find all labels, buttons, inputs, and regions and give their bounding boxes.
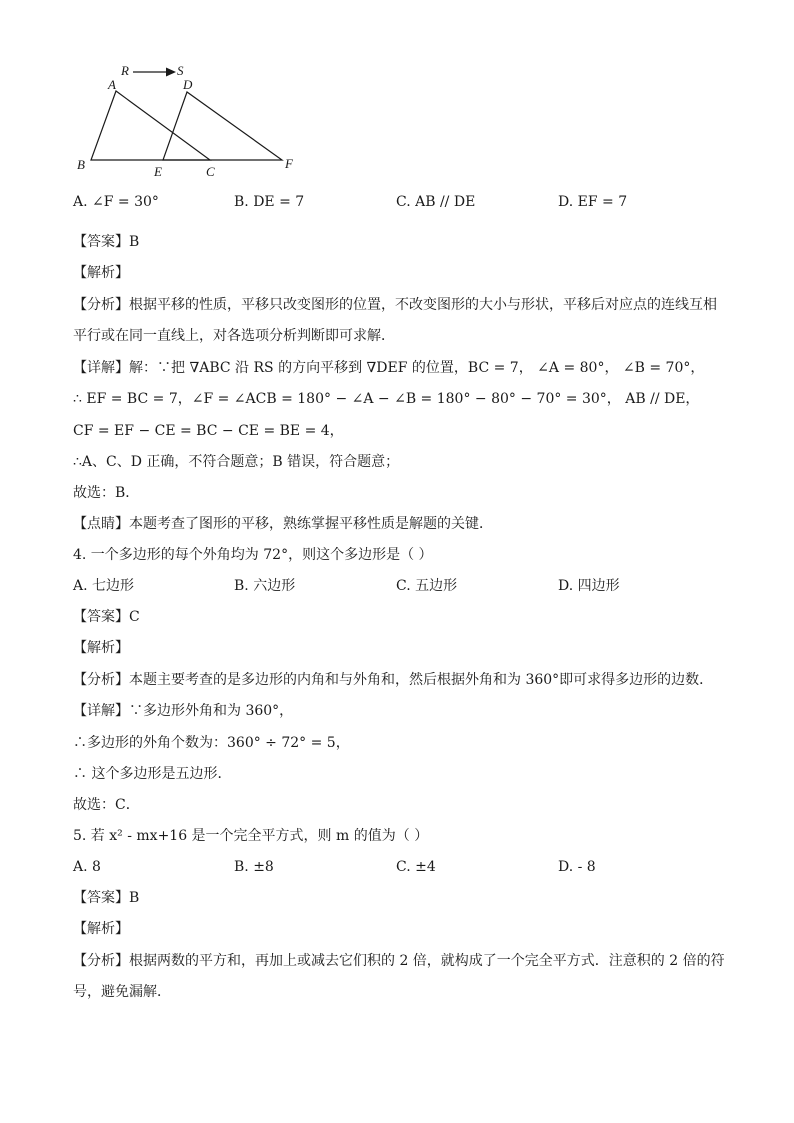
label-b: B bbox=[77, 157, 85, 172]
q4-option-d: D. 四边形 bbox=[558, 578, 620, 594]
triangle-abc bbox=[91, 91, 210, 160]
label-d: D bbox=[183, 77, 193, 92]
q4-analysis: 【分析】本题主要考查的是多边形的内角和与外角和，然后根据外角和为 360°即可求得多边形的边数． bbox=[73, 672, 714, 688]
q5-option-a: A. 8 bbox=[73, 859, 101, 875]
q5-option-c: C. ±4 bbox=[396, 859, 436, 875]
q3-detail-line-4: ∴A、C、D 正确，不符合题意；B 错误，符合题意； bbox=[73, 454, 400, 470]
q4-option-b: B. 六边形 bbox=[234, 578, 296, 594]
q3-option-c: C. AB // DE bbox=[396, 194, 476, 210]
q4-option-a: A. 七边形 bbox=[73, 578, 135, 594]
q5-option-b: B. ±8 bbox=[234, 859, 274, 875]
q3-answer: 【答案】B bbox=[73, 234, 140, 250]
label-f: F bbox=[285, 156, 293, 171]
label-r: R bbox=[121, 63, 129, 78]
triangle-def bbox=[163, 92, 282, 160]
label-a: A bbox=[108, 77, 116, 92]
q5-jiexi-heading: 【解析】 bbox=[73, 921, 129, 937]
q4-detail-line-1: 【详解】∵多边形外角和为 360°， bbox=[73, 703, 294, 719]
label-e: E bbox=[154, 164, 162, 179]
q3-dianjing: 【点睛】本题考查了图形的平移，熟练掌握平移性质是解题的关键． bbox=[73, 516, 493, 532]
q3-jiexi-heading: 【解析】 bbox=[73, 265, 129, 281]
q4-option-c: C. 五边形 bbox=[396, 578, 458, 594]
label-c: C bbox=[206, 164, 215, 179]
q3-option-d: D. EF = 7 bbox=[558, 194, 628, 210]
label-s: S bbox=[177, 63, 184, 78]
q5-analysis-line-2: 号，避免漏解． bbox=[73, 984, 171, 1000]
q3-analysis-line-1: 【分析】根据平移的性质，平移只改变图形的位置，不改变图形的大小与形状，平移后对应点的连线互相 bbox=[73, 297, 717, 313]
q3-detail-line-3: CF = EF − CE = BC − CE = BE = 4， bbox=[73, 423, 344, 439]
translation-figure bbox=[0, 0, 794, 200]
q4-select: 故选：C． bbox=[73, 797, 140, 813]
q5-option-d: D. - 8 bbox=[558, 859, 596, 875]
q4-detail-line-3: ∴ 这个多边形是五边形． bbox=[73, 766, 232, 782]
q3-analysis-line-2: 平行或在同一直线上，对各选项分析判断即可求解． bbox=[73, 328, 395, 344]
q5-stem: 5. 若 x² - mx+16 是一个完全平方式，则 m 的值为（ ） bbox=[73, 828, 429, 844]
q4-detail-line-2: ∴多边形的外角个数为：360° ÷ 72° = 5， bbox=[73, 735, 350, 751]
q3-detail-line-2: ∴ EF = BC = 7，∠F = ∠ACB = 180° − ∠A − ∠B = 180° − 80° − 70° = 30°， AB // DE， bbox=[73, 391, 700, 407]
q4-jiexi-heading: 【解析】 bbox=[73, 640, 129, 656]
rs-arrow-head bbox=[166, 68, 176, 77]
q3-option-a: A. ∠F = 30° bbox=[73, 194, 159, 210]
q3-detail-line-1: 【详解】解：∵把 ∇ABC 沿 RS 的方向平移到 ∇DEF 的位置，BC = 7， ∠A = 80°， ∠B = 70°， bbox=[73, 360, 705, 376]
q5-answer: 【答案】B bbox=[73, 890, 140, 906]
q3-option-b: B. DE = 7 bbox=[234, 194, 305, 210]
q5-analysis-line-1: 【分析】根据两数的平方和，再加上或减去它们积的 2 倍，就构成了一个完全平方式．注意积的 2 倍的符 bbox=[73, 953, 725, 969]
q3-select: 故选：B． bbox=[73, 485, 140, 501]
q4-stem: 4. 一个多边形的每个外角均为 72°，则这个多边形是（ ） bbox=[73, 547, 433, 563]
q4-answer: 【答案】C bbox=[73, 609, 140, 625]
